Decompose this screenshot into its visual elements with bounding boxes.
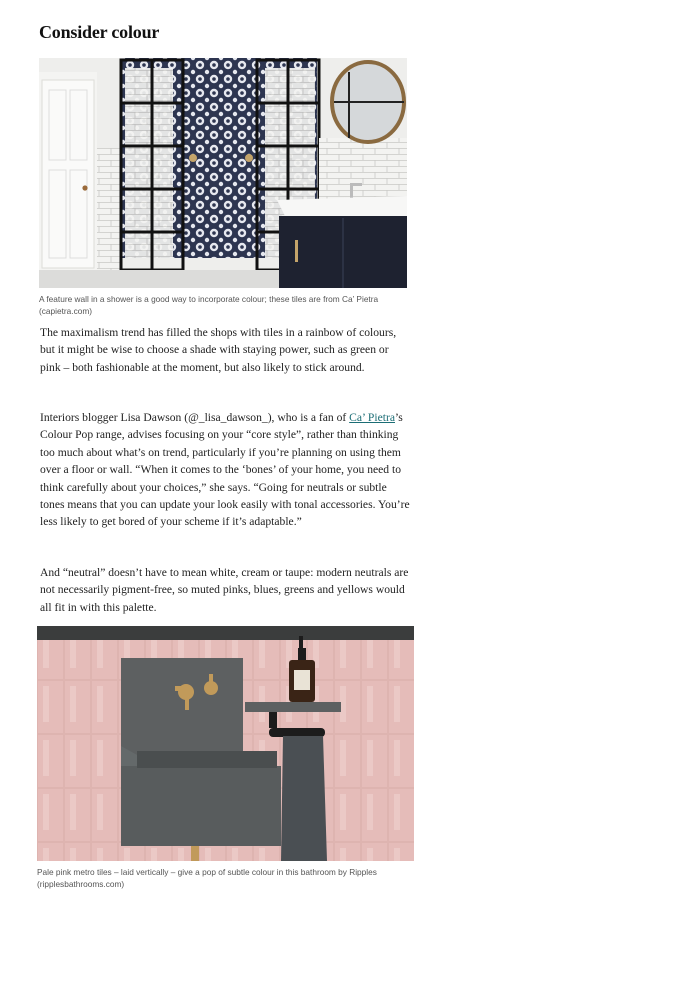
pink-tiles-basin-photo [37,626,414,861]
paragraph-text: ’s Colour Pop range, advises focusing on your “core style”, rather than thinking too much about what’s on trend, particularly if you’re planning on using them over a floor or wall. “When it comes to the ‘bones’ of your home, you need to think carefully about your choices,” she says. “Going for neutrals or subtle tones means that you can update your look easily with tonal accessories. You’re less likely to get bored of your scheme if it’s adaptable.” [40,411,410,529]
section-heading: Consider colour [39,22,160,42]
ca-pietra-link[interactable]: Ca’ Pietra [349,411,395,424]
body-paragraph: And “neutral” doesn’t have to mean white, cream or taupe: modern neutrals are not necessarily pigment-free, so muted pinks, blues, greens and yellows would all fit in with this palette. [40,566,409,614]
shower-tiles-photo [39,58,407,288]
body-paragraph [40,409,412,531]
figure-caption: Pale pink metro tiles – laid vertically – give a pop of subtle colour in this bathroom by Ripples (ripplesbathrooms.com) [37,867,377,889]
figure-caption: A feature wall in a shower is a good way to incorporate colour; these tiles are from Ca’ Pietra (capietra.com) [39,294,379,316]
paragraph-text: Interiors blogger Lisa Dawson (@_lisa_dawson_), who is a fan of [40,411,350,424]
body-paragraph: The maximalism trend has filled the shops with tiles in a rainbow of colours, but it might be wise to choose a shade with staying power, such as green or pink – both fashionable at the moment, but also likely to stick around. [40,326,397,374]
